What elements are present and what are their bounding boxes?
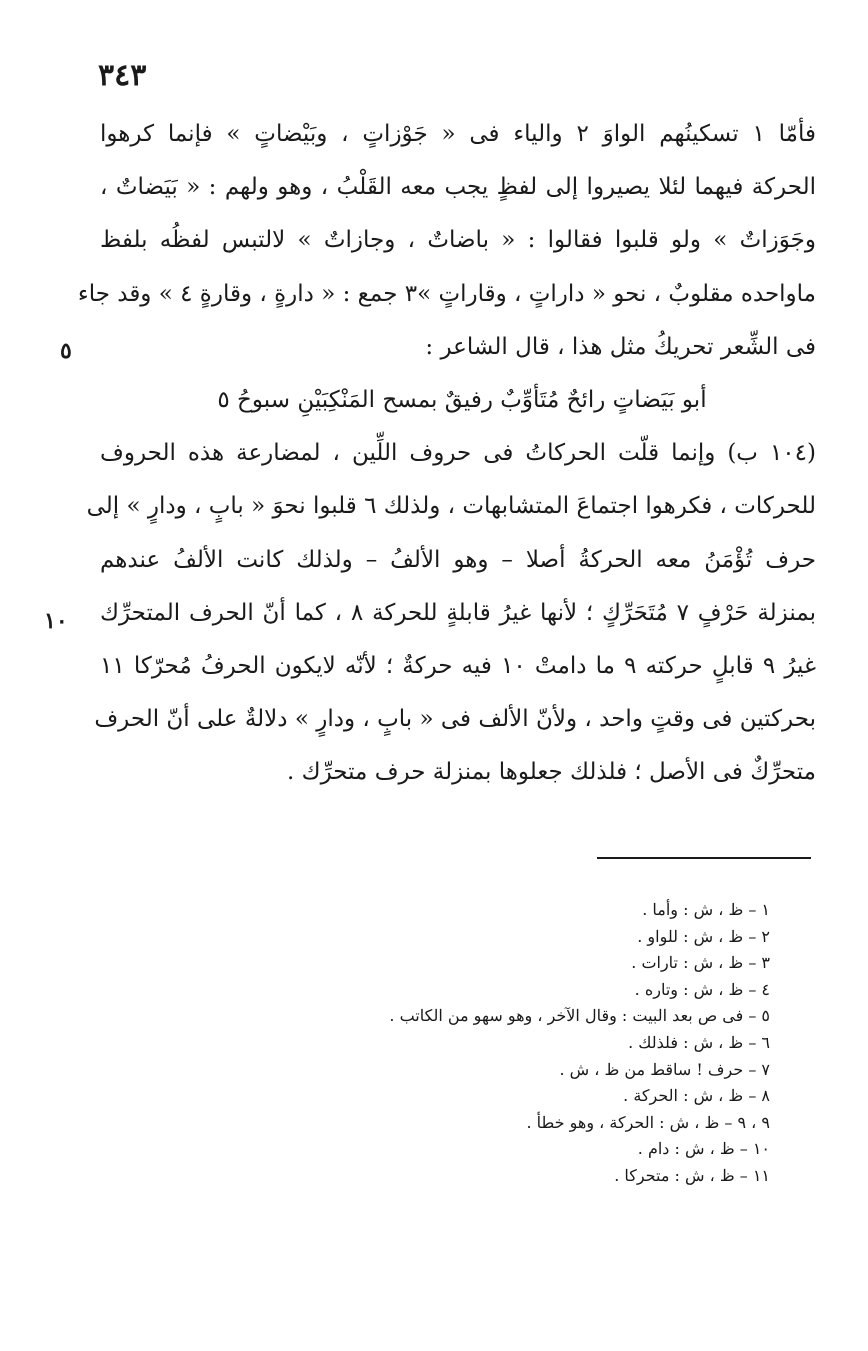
footnote: ٢ – ظ ، ش : للواو . [637, 926, 770, 946]
text-line: الحركة فيهما لئلا يصيروا إلى لفظٍ يجب معه القَلْبُ ، وهو ولهم : « بَيَضاتٌ ، [100, 174, 816, 201]
poetry-verse: أبو بَيَضاتٍ رائحٌ مُتَأوِّبٌ رفيقٌ بمسح المَنْكِبَيْنِ سبوحُ ٥ [217, 386, 707, 413]
footnote: ٤ – ظ ، ش : وتاره . [634, 979, 770, 999]
footnotes [200, 897, 770, 1190]
text-line: فأمّا ١ تسكينُهم الواوَ ٢ والياء فى « جَوْزاتٍ ، وبَيْضاتٍ » فإنما كرهوا [100, 121, 816, 147]
text-line: فى الشِّعر تحريكُ مثل هذا ، قال الشاعر : [425, 333, 816, 360]
text-line: بمنزلة حَرْفٍ ٧ مُتَحَرِّكٍ ؛ لأنها غيرُ قابلةٍ للحركة ٨ ، كما أنّ الحرف المتحرِّك [100, 599, 816, 626]
text-line: ماواحده مقلوبٌ ، نحو « داراتٍ ، وقاراتٍ »٣ جمع : « دارةٍ ، وقارةٍ ٤ » وقد جاء [77, 280, 816, 307]
footnote: ٨ – ظ ، ش : الحركة . [623, 1086, 770, 1106]
text-line: بحركتين فى وقتٍ واحد ، ولأنّ الألف فى « بابٍ ، ودارٍ » دلالةٌ على أنّ الحرف [94, 706, 816, 733]
text-line: متحرِّكٌ فى الأصل ؛ فلذلك جعلوها بمنزلة حرف متحرِّك . [287, 759, 816, 786]
text-line: (١٠٤ ب) وإنما قلّت الحركاتُ فى حروف اللِّين ، لمضارعة هذه الحروف [100, 440, 816, 467]
footnote: ٩ ، ٩ – ظ ، ش : الحركة ، وهو خطأ . [526, 1112, 770, 1132]
footnote: ٥ – فى ص بعد البيت : وقال الآخر ، وهو سهو من الكاتب . [389, 1006, 770, 1026]
footnote: ١٠ – ظ ، ش : دام . [637, 1139, 770, 1159]
footnote: ٦ – ظ ، ش : فلذلك . [628, 1032, 770, 1052]
footnote: ١ – ظ ، ش : وأما . [642, 900, 770, 919]
margin-line-number: ٥ [60, 338, 72, 364]
margin-line-number: ١٠ [44, 608, 68, 634]
text-line: غيرُ ٩ قابلٍ حركته ٩ ما دامتْ ١٠ فيه حركةٌ ؛ لأنّه لايكون الحرفُ مُحرّكا ١١ [100, 652, 816, 679]
text-line: للحركات ، فكرهوا اجتماعَ المتشابهات ، ولذلك ٦ قلبوا نحوَ « بابٍ ، ودارٍ » إلى [86, 493, 816, 520]
footnote: ٣ – ظ ، ش : تارات . [631, 953, 770, 973]
page-number: ٣٤٣ [98, 58, 147, 93]
footnote: ٧ – حرف ! ساقط من ظ ، ش . [559, 1059, 770, 1079]
text-line: وجَوَزاتٌ » ولو قلبوا فقالوا : « باضاتٌ ، وجازاتٌ » لالتبس لفظُه بلفظ [100, 227, 816, 254]
text-line: حرف تُؤْمَنُ معه الحركةُ أصلا – وهو الألفُ – ولذلك كانت الألفُ عندهم [100, 546, 816, 573]
footnote-divider [597, 857, 811, 859]
footnote: ١١ – ظ ، ش : متحركا . [614, 1165, 770, 1185]
main-text [77, 108, 816, 799]
